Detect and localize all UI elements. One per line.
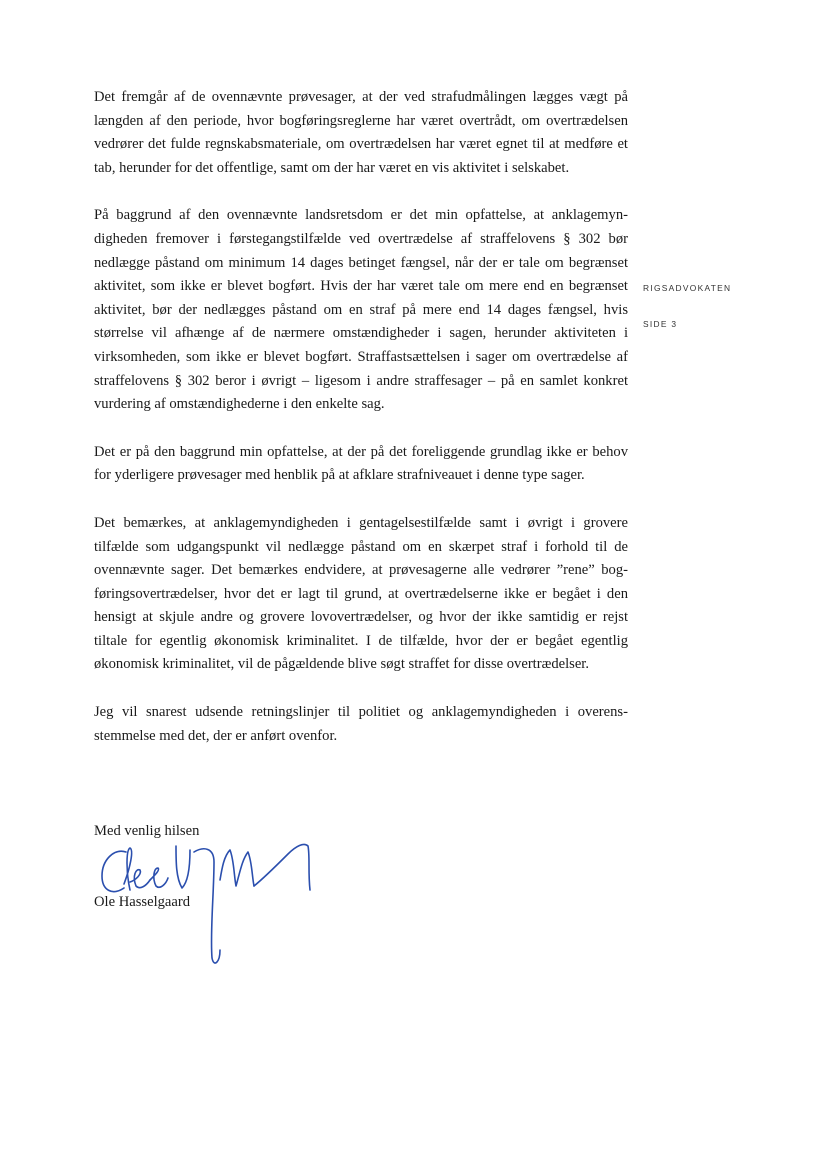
- paragraph-2: På baggrund af den ovennævnte landsretsdom er det min opfattelse, at anklagemyndigheden fremover i førstegangstilfælde ved overtrædelse af straffelovens § 302 bør nedlægge påstand om minimum 14 dages betinget fængsel, når der er tale om begrænset aktivitet, som ikke er blevet bogført. Hvis der har været tale om mere end en begrænset aktivitet, bør der nedlægges påstand om en straf på mere end 14 dages fængsel, hvis størrelse vil afhænge af de nærmere omstændigheder i sagen, herunder aktiviteten i virksomheden, som ikke er blevet bogført. Straffastsættelsen i sager om overtrædelse af straffelovens § 302 beror i øvrigt – ligesom i andre straffesager – på en samlet konkret vurdering af omstændighederne i den enkelte sag.: [94, 207, 628, 413]
- paragraph-4: Det bemærkes, at anklagemyndigheden i gentagelsestilfælde samt i øvrigt i grovere tilfælde som udgangspunkt vil nedlægge påstand om en skærpet straf i forhold til de ovennævnte sager. Det bemærkes endvidere, at prøvesagerne alle vedrører ”rene” bogføringsovertrædelser, hvor det er lagt til grund, at overtrædelserne ikke er begået i den hensigt at skjule andre og grovere lovovertrædelser, og hvor der ikke samtidig er rejst tiltale for egentlig økonomisk kriminalitet. I de tilfælde, hvor der er begået egentlig økonomisk kriminalitet, vil de pågældende blive søgt straffet for disse overtrædelser.: [94, 514, 628, 673]
- paragraph-5: Jeg vil snarest udsende retningslinjer til politiet og anklagemyndigheden i overensstemmelse med det, der er anført ovenfor.: [94, 704, 628, 744]
- signer-name: Ole Hasselgaard: [94, 894, 191, 910]
- letter-body: [94, 86, 628, 772]
- page-number: SIDE 3: [643, 319, 678, 329]
- paragraph-3: Det er på den baggrund min opfattelse, at der på det foreliggende grundlag ikke er behov for yderligere prøvesager med henblik på at afklare strafniveauet i denne type sager.: [94, 443, 628, 484]
- paragraph-1: Det fremgår af de ovennævnte prøvesager, at der ved strafudmålingen lægges vægt på længden af den periode, hvor bogføringsreglerne har været overtrådt, om overtrædelsen vedrører det fulde regnskabsmateriale, om overtrædelsen har været egnet til at medføre et tab, herunder for det offentlige, samt om der har været en vis aktivitet i selskabet.: [94, 89, 628, 176]
- organization-name: RIGSADVOKATEN: [643, 283, 732, 293]
- closing-salutation: Med venlig hilsen: [94, 823, 200, 839]
- letterhead-sidebar: [643, 283, 731, 329]
